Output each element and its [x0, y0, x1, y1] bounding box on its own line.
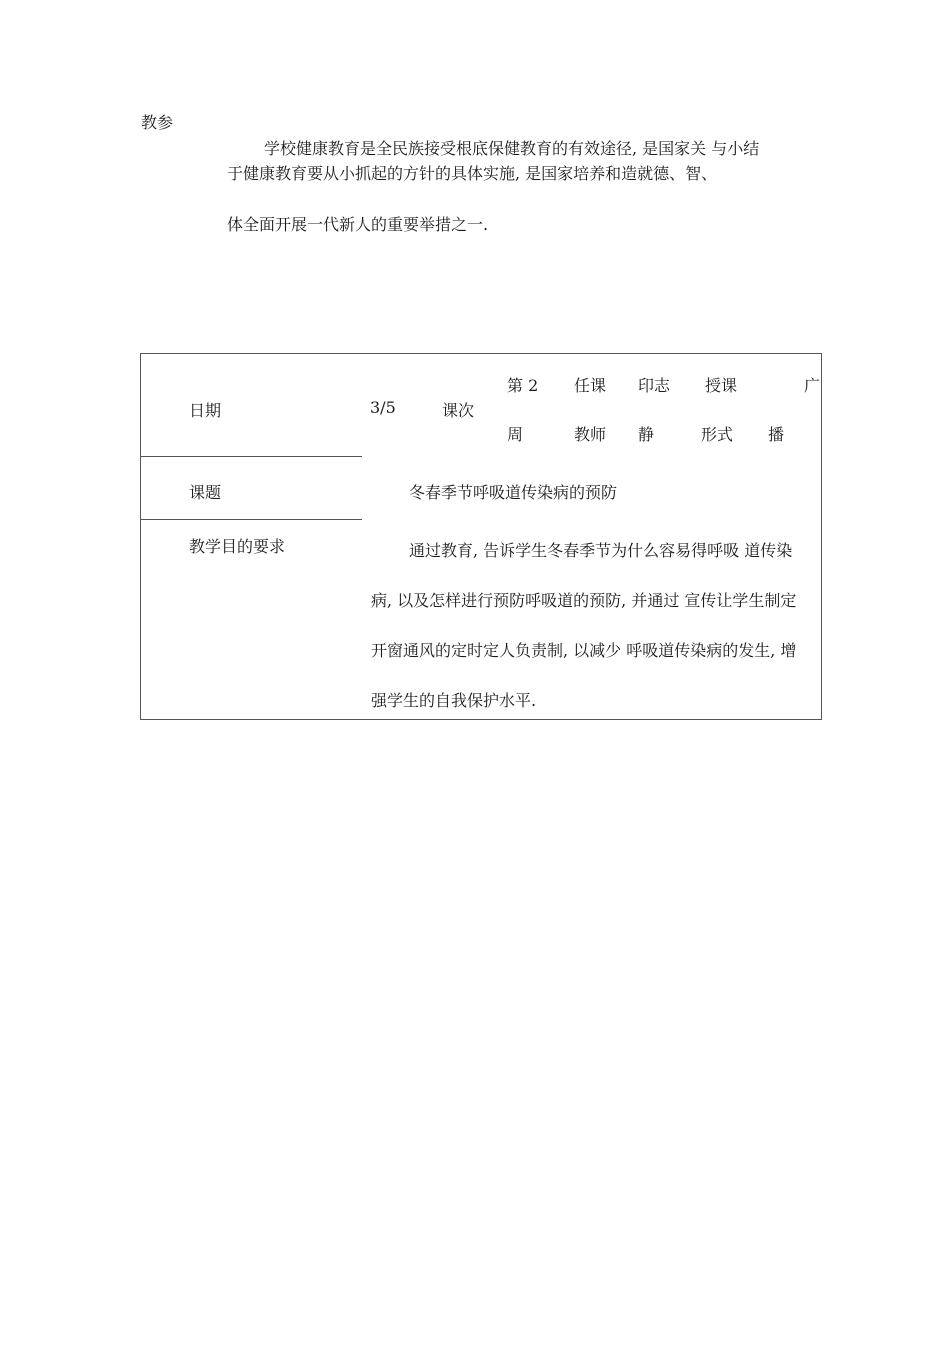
format-value-bottom: 播	[768, 425, 785, 444]
header-label: 教参	[141, 113, 174, 132]
format-value-top: 广	[804, 376, 821, 395]
intro-line: 于健康教育要从小抓起的方针的具体实施, 是国家培养和造就德、智、	[227, 164, 718, 183]
week-top: 第 2	[507, 376, 539, 395]
date-value: 3/5	[370, 398, 396, 417]
objective-line: 开窗通风的定时定人负责制, 以减少 呼吸道传染病的发生, 增	[371, 641, 797, 660]
teacher-label-bottom: 教师	[574, 425, 607, 444]
teacher-label-top: 任课	[574, 376, 607, 395]
objective-line: 强学生的自我保护水平.	[371, 691, 537, 710]
row-divider	[141, 456, 362, 457]
intro-line: 学校健康教育是全民族接受根底保健教育的有效途径, 是国家关 与小结	[264, 139, 760, 158]
objective-label: 教学目的要求	[189, 537, 286, 556]
objective-line: 通过教育, 告诉学生冬春季节为什么容易得呼吸 道传染	[409, 541, 793, 560]
format-label-top: 授课	[705, 376, 738, 395]
teacher-name-top: 印志	[638, 376, 671, 395]
objective-line: 病, 以及怎样进行预防呼吸道的预防, 并通过 宣传让学生制定	[371, 591, 797, 610]
date-label: 日期	[189, 401, 222, 420]
format-label-bottom: 形式	[701, 425, 734, 444]
teacher-name-bottom: 静	[638, 425, 655, 444]
lesson-label: 课次	[442, 401, 475, 420]
topic-label: 课题	[189, 483, 222, 502]
objective-text	[371, 526, 826, 726]
topic-value: 冬春季节呼吸道传染病的预防	[409, 483, 618, 502]
week-bottom: 周	[507, 425, 524, 444]
intro-line: 体全面开展一代新人的重要举措之一.	[227, 215, 489, 234]
lesson-plan-table	[140, 353, 822, 720]
row-divider	[141, 519, 362, 520]
